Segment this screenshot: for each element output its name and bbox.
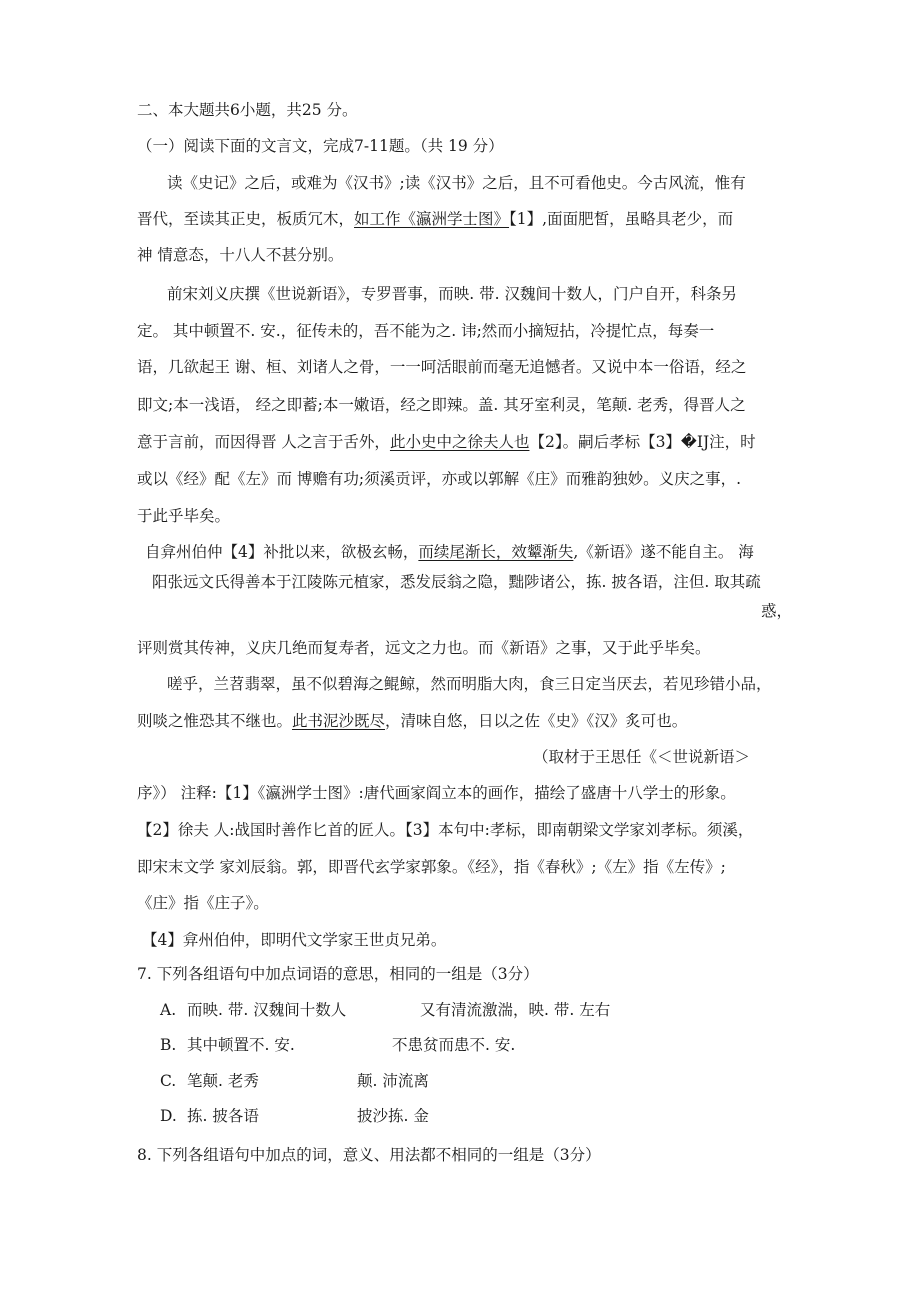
underlined-text: 此书泥沙既尽	[292, 712, 386, 730]
option-left-text: 而映. 带. 汉魏间十数人	[187, 1001, 347, 1019]
underlined-text: 此小史中之徐夫人也	[389, 433, 530, 451]
passage-p2-line: 前宋刘义庆撰《世说新语》，专罗晋事，而映. 带. 汉魏间十数人，门户自开，科条另	[167, 285, 737, 303]
passage-p1-line: 神 情意态，十八人不甚分别。	[137, 246, 344, 264]
text-run: 意于言前，而因得晋 人之言于舌外，	[137, 433, 390, 451]
underlined-text: 而续尾渐长，效颦渐失	[418, 543, 574, 561]
option-left-text: 拣. 披各语	[187, 1107, 259, 1125]
passage-p3-line: 阳张远文氏得善本于江陵陈元植家，悉发辰翁之隐，黜陟诸公，拣. 披各语，注但. 取其疏	[152, 573, 761, 591]
text-run: 【2】。嗣后孝标【3】�IJ注，时	[529, 433, 756, 451]
passage-p1-line	[137, 209, 733, 229]
underlined-text: 如工作《瀛洲学士图》	[354, 210, 510, 228]
subsection-heading: （一）阅读下面的文言文，完成7-11题。（共 19 分）	[137, 137, 504, 155]
option-label: A.	[160, 1001, 177, 1019]
passage-p4-line	[137, 711, 687, 731]
option-right-text: 又有清流激湍，映. 带. 左右	[420, 1001, 611, 1019]
text-run: 则啖之惟恐其不继也。	[137, 712, 293, 730]
option-left-text: 笔颠. 老秀	[187, 1072, 259, 1090]
passage-p2-line: 于此乎毕矣。	[137, 507, 231, 525]
passage-p2-line: 即文;本一浅语， 经之即蓄;本一嫩语，经之即辣。盖. 其牙室利灵，笔颠. 老秀，得晋人之	[137, 396, 746, 414]
passage-p2-line: 或以《经》配《左》而 博赡有功;须溪贡评，亦或以郭解《庄》而雅韵独妙。义庆之事，.	[137, 470, 742, 488]
notes-line: 《庄》指《庄子》。	[137, 894, 269, 912]
text-run: 晋代，至读其正史，板质冗木，	[137, 210, 355, 228]
question-7-stem: 7. 下列各组语句中加点词语的意思，相同的一组是（3分）	[137, 965, 539, 983]
option-label: B.	[160, 1036, 177, 1054]
passage-p3-line: 惑，	[761, 602, 793, 620]
notes-line: 序》） 注释:【1】《瀛洲学士图》:唐代画家阎立本的画作，描绘了盛唐十八学士的形象。	[137, 784, 736, 802]
passage-p3-line: 评则赏其传神，义庆几绝而复寿者，远文之力也。而《新语》之事，又于此乎毕矣。	[137, 639, 711, 657]
section-heading: 二、本大题共6小题，共25 分。	[137, 101, 358, 119]
text-run: ，清味自悠，日以之佐《史》《汉》炙可也。	[385, 712, 688, 730]
passage-p2-line: 定。 其中顿置不. 安.，征传未的，吾不能为之. 讳;然而小摘短拈，冷提忙点，每奏一	[137, 322, 715, 340]
option-label: C.	[160, 1072, 177, 1090]
passage-p3-line	[145, 542, 754, 562]
text-run: 自弇州伯仲【4】补批以来，欲极玄畅，	[145, 543, 419, 561]
passage-p1-line: 读《史记》之后，或难为《汉书》;读《汉书》之后，且不可看他史。今古风流，惟有	[167, 174, 746, 192]
notes-line: 即宋末文学 家刘辰翁。郭，即晋代玄学家郭象。《经》，指《春秋》;《左》指《左传》;	[137, 858, 726, 876]
option-left-text: 其中顿置不. 安.	[187, 1036, 295, 1054]
passage-p4-line: 嗟乎，兰苕翡翠，虽不似碧海之鲲鲸，然而明脂大肉，食三日定当厌去，若见珍错小品，	[167, 675, 772, 693]
question-8-stem: 8. 下列各组语句中加点的词，意义、用法都不相同的一组是（3分）	[137, 1146, 601, 1164]
passage-p2-line: 语，几欲起王 谢、桓、刘诸人之骨，一一呵活眼前而毫无追憾者。又说中本一俗语，经之	[137, 358, 747, 376]
text-run: 【1】,面面肥皙，虽略具老少，而	[509, 210, 734, 228]
passage-source: （取材于王思任《＜世说新语＞	[533, 748, 751, 766]
option-right-text: 披沙拣. 金	[357, 1107, 429, 1125]
text-run: ,《新语》遂不能自主。 海	[573, 543, 754, 561]
notes-line: 【4】弇州伯仲，即明代文学家王世贞兄弟。	[142, 931, 447, 949]
notes-line: 【2】徐夫 人:战国时善作匕首的匠人。【3】本句中:孝标，即南朝梁文学家刘孝标。须溪，	[137, 821, 754, 839]
option-right-text: 颠. 沛流离	[357, 1072, 429, 1090]
passage-p2-line	[137, 432, 756, 452]
option-label: D.	[160, 1107, 177, 1125]
option-right-text: 不患贫而患不. 安.	[392, 1036, 516, 1054]
